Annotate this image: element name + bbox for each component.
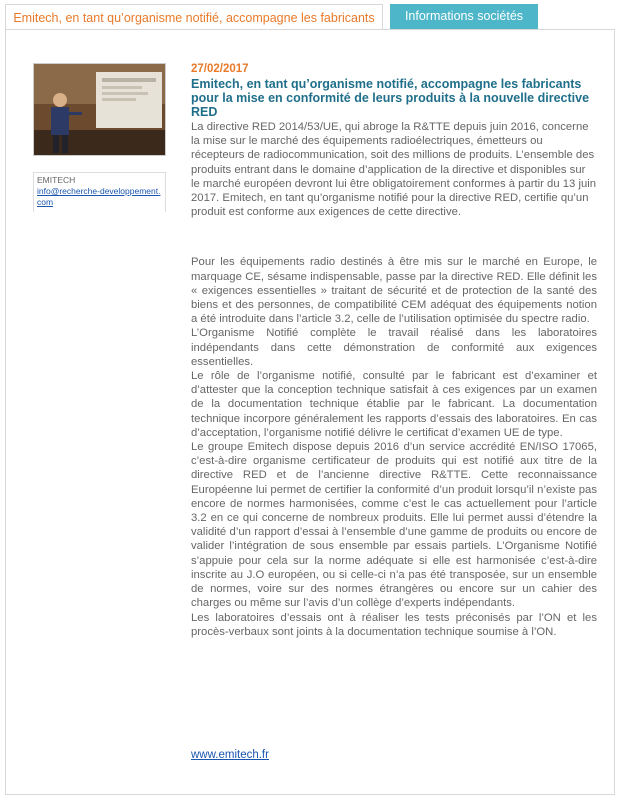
article-paragraph: L’Organisme Notifié complète le travail réalisé dans les laboratoires indépendants dans cette démonstration de conformité aux exigences essentielles.	[191, 327, 597, 368]
article-title: Emitech, en tant qu’organisme notifié, accompagne les fabricants pour la mise en conformité de leurs produits à la nouvelle directive RED	[191, 77, 590, 119]
website-link[interactable]: www.emitech.fr	[191, 749, 269, 761]
company-name: EMITECH	[37, 175, 76, 185]
tab-bar	[0, 0, 622, 30]
article-paragraph: Les laboratoires d’essais ont à réaliser les tests préconisés par l’ON et les procès-verbaux sont joints à la documentation technique soumise à l’ON.	[191, 611, 597, 638]
tab-company-info[interactable]: Informations sociétés	[390, 4, 538, 29]
article-date: 27/02/2017	[191, 63, 249, 75]
article-paragraph: Le rôle de l’organisme notifié, consulté par le fabricant est d’examiner et d’attester que la conception technique satisfait à ces exigences par un examen de la documentation technique établie par le fabricant. La documentation technique incorpore généralement les rapports d’essais des laboratoires. En cas d’acceptation, l’organisme notifié délivre le certificat d’examen UE de type.	[191, 370, 597, 439]
article-photo	[33, 63, 166, 156]
contact-card	[33, 172, 166, 212]
contact-email-link[interactable]	[37, 186, 162, 208]
email-part-2: developpement.com	[37, 186, 161, 207]
article-paragraph: Pour les équipements radio destinés à être mis sur le marché en Europe, le marquage CE, sésame indispensable, passe par la directive RED. Elle définit les « exigences essentielles » traitant de sécurité et de protection de la santé des biens et des personnes, de compatibilité CEM adéquat des équipements notion a été introduite dans l’article 3.2, celle de l’utilisation optimisée du spectre radio.	[191, 256, 597, 326]
article-intro: La directive RED 2014/53/UE, qui abroge la R&TTE depuis juin 2016, concerne la mise sur le marché des équipements radioélectriques, émetteurs ou récepteurs de radiocommunication, soit des millions de produits. L’ensemble des produits entrant dans le domaine d’application de la directive et disponibles sur le marché européen devront lui être obligatoirement conformes à partir du 13 juin 2017. Emitech, en tant qu’organisme notifié pour la directive RED, certifie qu’un produit est conforme aux exigences de cette directive.	[191, 121, 597, 219]
email-part-1: info@recherche-	[37, 186, 100, 196]
article-paragraph: Le groupe Emitech dispose depuis 2016 d’un service accrédité EN/ISO 17065, c’est-à-dire organisme certificateur de produits qui est notifié aux titre de la directive RED et de l’ancienne directive R&TTE. Cette reconnaissance Européenne lui permet de certifier la conformité d’un produit lorsqu’il n’existe pas encore de normes harmonisées, comme c’est le cas actuellement pour l’article 3.2 en ce qui concerne de nombreux produits. Elle lui permet aussi d’étendre la validité d’un rapport d’essai à l’ensemble d’une gamme de produits ou encore de valider l’intégration de sous ensemble par essais partiels. L’Organisme Notifié s’appuie pour cela sur la norme adéquate si elle est harmonisée c’est-à-dire inscrite au J.O européen, ou si celle-ci n’a pas été transposée, sur un ensemble de normes, voire sur des normes étrangères ou encore sur un cahier des charges ou même sur l’avis d’un collège d’experts indépendants.	[191, 441, 597, 610]
tab-article[interactable]: Emitech, en tant qu’organisme notifié, accompagne les fabricants	[5, 4, 383, 30]
article-body	[191, 62, 597, 639]
